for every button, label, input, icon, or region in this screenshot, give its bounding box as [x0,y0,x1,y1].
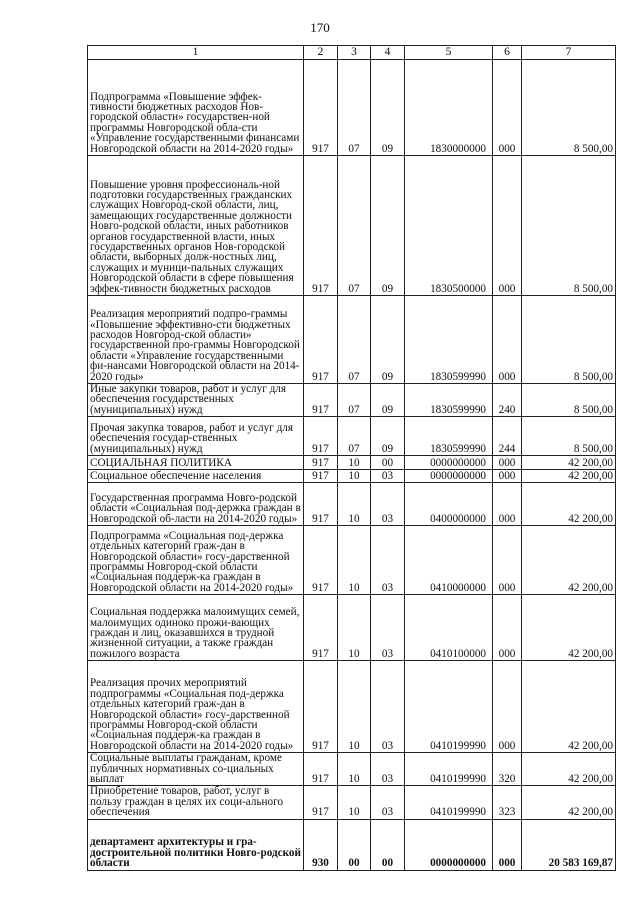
table-row [88,296,616,384]
row-amount-cell: 42 200,00 [522,456,616,470]
row-type-cell: 000 [493,595,522,661]
row-subsection-cell: 03 [371,526,405,595]
row-section-cell: 07 [338,384,371,417]
row-name-cell: Социальная поддержка малоимущих семей, малоимущих одиноко прожи-вающих граждан и лиц, оказавшихся в трудной жизненной ситуации, а также граждан пожилого возраста [88,595,304,661]
row-section-cell: 10 [338,470,371,483]
row-target-cell: 1830599990 [405,384,493,417]
table-row [88,819,616,870]
row-section-cell: 07 [338,296,371,384]
row-name-cell: Социальное обеспечение населения [88,470,304,483]
row-grbs-cell: 917 [304,786,338,819]
row-target-cell: 0000000000 [405,456,493,470]
row-subsection-cell: 03 [371,483,405,526]
row-name-cell: Приобретение товаров, работ, услуг в пользу граждан в целях их соци-ального обеспечения [88,786,304,819]
page-number: 170 [310,20,330,35]
row-subsection-cell: 03 [371,786,405,819]
row-amount-cell: 8 500,00 [522,417,616,456]
row-name-cell: Иные закупки товаров, работ и услуг для обеспечения государственных (муниципальных) нужд [88,384,304,417]
row-name-cell: Реализация прочих мероприятий подпрограммы «Социальная под-держка отдельных категорий граж-дан в Новгородской области» госу-дарственной программы Новгород-ской области «Социальная поддерж-ка граждан в Новгородской области на 2014-2020 годы» [88,661,304,753]
row-amount-cell: 8 500,00 [522,60,616,156]
row-subsection-cell: 00 [371,456,405,470]
row-section-cell: 00 [338,819,371,870]
row-target-cell: 0400000000 [405,483,493,526]
row-section-cell: 07 [338,417,371,456]
row-target-cell: 1830000000 [405,60,493,156]
row-type-cell: 000 [493,456,522,470]
row-grbs-cell: 917 [304,526,338,595]
header-col-4: 4 [371,46,405,60]
row-grbs-cell: 917 [304,60,338,156]
row-amount-cell: 42 200,00 [522,595,616,661]
row-section-cell: 10 [338,456,371,470]
row-amount-cell: 8 500,00 [522,296,616,384]
table-row [88,661,616,753]
row-grbs-cell: 917 [304,384,338,417]
row-name-cell: Реализация мероприятий подпро-граммы «Повышение эффективно-сти бюджетных расходов Новгород-ской области» государственной про-граммы Новгородской области «Управление государственными фи-нансами Новгородской области на 2014-2020 годы» [88,296,304,384]
row-subsection-cell: 09 [371,60,405,156]
row-target-cell: 0410199990 [405,753,493,786]
header-col-5: 5 [405,46,493,60]
row-target-cell: 1830500000 [405,156,493,296]
row-name-cell: Подпрограмма «Социальная под-держка отдельных категорий граж-дан в Новгородской области» госу-дарственной программы Новгород-ской области «Социальная поддерж-ка граждан в Новгородской области на 2014-2020 годы» [88,526,304,595]
row-target-cell: 0410000000 [405,526,493,595]
table-row [88,384,616,417]
table-row [88,595,616,661]
row-amount-cell: 42 200,00 [522,753,616,786]
row-amount-cell: 42 200,00 [522,786,616,819]
row-subsection-cell: 03 [371,753,405,786]
row-type-cell: 323 [493,786,522,819]
budget-table [87,45,616,871]
row-name-cell: департамент архитектуры и гра-достроительной политики Новго-родской области [88,819,304,870]
table-row [88,456,616,470]
row-amount-cell: 8 500,00 [522,384,616,417]
row-type-cell: 000 [493,819,522,870]
row-amount-cell: 20 583 169,87 [522,819,616,870]
table-row [88,156,616,296]
row-name-cell: Государственная программа Новго-родской области «Социальная под-держка граждан в Новгородской об-ласти на 2014-2020 годы» [88,483,304,526]
row-type-cell: 244 [493,417,522,456]
row-target-cell: 0000000000 [405,470,493,483]
row-amount-cell: 42 200,00 [522,483,616,526]
row-grbs-cell: 917 [304,156,338,296]
row-amount-cell: 42 200,00 [522,526,616,595]
row-grbs-cell: 917 [304,296,338,384]
row-target-cell: 1830599990 [405,417,493,456]
row-grbs-cell: 917 [304,417,338,456]
row-type-cell: 000 [493,483,522,526]
row-amount-cell: 42 200,00 [522,661,616,753]
row-section-cell: 10 [338,483,371,526]
table-row [88,417,616,456]
header-col-3: 3 [338,46,371,60]
row-type-cell: 000 [493,470,522,483]
row-type-cell: 000 [493,60,522,156]
row-grbs-cell: 930 [304,819,338,870]
row-section-cell: 07 [338,156,371,296]
row-type-cell: 000 [493,156,522,296]
row-grbs-cell: 917 [304,456,338,470]
row-target-cell: 0410100000 [405,595,493,661]
table-row [88,470,616,483]
row-type-cell: 000 [493,296,522,384]
row-grbs-cell: 917 [304,595,338,661]
row-section-cell: 07 [338,60,371,156]
row-subsection-cell: 09 [371,156,405,296]
row-amount-cell: 8 500,00 [522,156,616,296]
header-col-7: 7 [522,46,616,60]
row-subsection-cell: 09 [371,384,405,417]
row-name-cell: Прочая закупка товаров, работ и услуг для обеспечения государ-ственных (муниципальных) нужд [88,417,304,456]
row-section-cell: 10 [338,753,371,786]
row-target-cell: 0410199990 [405,786,493,819]
row-amount-cell: 42 200,00 [522,470,616,483]
row-type-cell: 320 [493,753,522,786]
row-name-cell: Повышение уровня профессиональ-ной подготовки государственных гражданских служащих Новгород-ской области, лиц, замещающих государственные должности Новго-родской области, иных работников органов государственной власти, иных государственных органов Нов-городской области, выборных долж-ностных лиц, служащих и муници-пальных служащих Новгородской области в сфере повышения эффек-тивности бюджетных расходов [88,156,304,296]
row-section-cell: 10 [338,786,371,819]
row-type-cell: 000 [493,526,522,595]
table-row [88,753,616,786]
header-col-6: 6 [493,46,522,60]
row-grbs-cell: 917 [304,661,338,753]
row-type-cell: 000 [493,661,522,753]
row-section-cell: 10 [338,661,371,753]
table-row [88,786,616,819]
table-row [88,483,616,526]
row-subsection-cell: 03 [371,661,405,753]
row-subsection-cell: 03 [371,470,405,483]
row-name-cell: СОЦИАЛЬНАЯ ПОЛИТИКА [88,456,304,470]
row-target-cell: 0410199990 [405,661,493,753]
row-subsection-cell: 03 [371,595,405,661]
row-subsection-cell: 00 [371,819,405,870]
row-section-cell: 10 [338,526,371,595]
row-grbs-cell: 917 [304,753,338,786]
header-row [88,46,616,60]
header-col-1: 1 [88,46,304,60]
row-grbs-cell: 917 [304,483,338,526]
row-target-cell: 1830599990 [405,296,493,384]
row-name-cell: Подпрограмма «Повышение эффек-тивности бюджетных расходов Нов-городской области» государствен-ной программы Новгородской обла-сти «Управление государственными финансами Новгородской области на 2014-2020 годы» [88,60,304,156]
row-subsection-cell: 09 [371,296,405,384]
row-subsection-cell: 09 [371,417,405,456]
row-name-cell: Социальные выплаты гражданам, кроме публичных нормативных со-циальных выплат [88,753,304,786]
header-col-2: 2 [304,46,338,60]
row-type-cell: 240 [493,384,522,417]
table-row [88,526,616,595]
row-section-cell: 10 [338,595,371,661]
row-grbs-cell: 917 [304,470,338,483]
table-row [88,60,616,156]
row-target-cell: 0000000000 [405,819,493,870]
